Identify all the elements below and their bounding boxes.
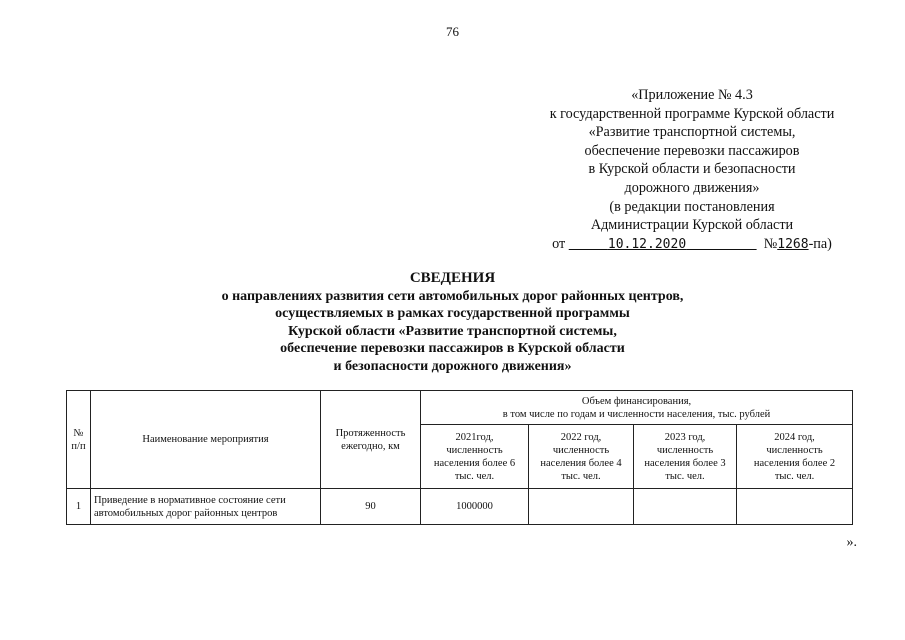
resolution-date-line xyxy=(552,235,832,255)
header-year-2023: 2023 год, численность населения более 3 тыс. чел. xyxy=(634,425,737,489)
closing-quote: ». xyxy=(846,535,857,550)
appendix-line: «Развитие транспортной системы, xyxy=(588,124,796,141)
title-line: осуществляемых в рамках государственной программы xyxy=(275,306,630,321)
title-line: о направлениях развития сети автомобильных дорог районных центров, xyxy=(221,288,684,304)
appendix-header xyxy=(527,86,857,254)
row-length: 90 xyxy=(321,489,421,525)
appendix-line: в Курской области и безопасности xyxy=(588,161,796,178)
title-line: и безопасности дорожного движения» xyxy=(333,358,572,374)
appendix-line: к государственной программе Курской области xyxy=(549,105,835,122)
page-number: 76 xyxy=(446,24,459,39)
document-title xyxy=(0,270,905,375)
header-year-2022: 2022 год, численность населения более 4 тыс. чел. xyxy=(529,425,634,489)
appendix-line: дорожного движения» xyxy=(624,179,760,196)
header-funding xyxy=(421,391,853,425)
title-line: обеспечение перевозки пассажиров в Курской области xyxy=(280,341,625,356)
row-2022 xyxy=(529,489,634,525)
row-num: 1 xyxy=(67,489,91,525)
header-funding-line: Объем финансирования, xyxy=(581,395,692,407)
title-main: СВЕДЕНИЯ xyxy=(409,270,496,286)
appendix-line: «Приложение № 4.3 xyxy=(631,87,753,103)
appendix-line: обеспечение перевозки пассажиров xyxy=(584,142,800,159)
row-2021: 1000000 xyxy=(421,489,529,525)
appendix-line: Администрации Курской области xyxy=(590,217,794,234)
header-name: Наименование мероприятия xyxy=(91,391,321,489)
row-name: Приведение в нормативное состояние сети автомобильных дорог районных центров xyxy=(91,489,321,525)
resolution-number: 1268 xyxy=(777,236,809,252)
title-line: Курской области «Развитие транспортной системы, xyxy=(288,323,617,339)
appendix-line: (в редакции постановления xyxy=(609,198,775,215)
funding-table xyxy=(66,390,853,525)
header-year-2021: 2021год, численность населения более 6 тыс. чел. xyxy=(421,425,529,489)
header-year-2024: 2024 год, численность населения более 2 тыс. чел. xyxy=(737,425,853,489)
number-prefix: № xyxy=(763,235,778,252)
header-length: Протяженность ежегодно, км xyxy=(321,391,421,489)
date-prefix: от xyxy=(552,235,566,252)
number-suffix: -па) xyxy=(808,235,832,252)
table-row xyxy=(67,489,853,525)
resolution-date: 10.12.2020 xyxy=(607,236,687,252)
row-2024 xyxy=(737,489,853,525)
row-2023 xyxy=(634,489,737,525)
header-funding-line: в том числе по годам и численности населения, тыс. рублей xyxy=(502,408,771,420)
header-num: № п/п xyxy=(67,391,91,489)
